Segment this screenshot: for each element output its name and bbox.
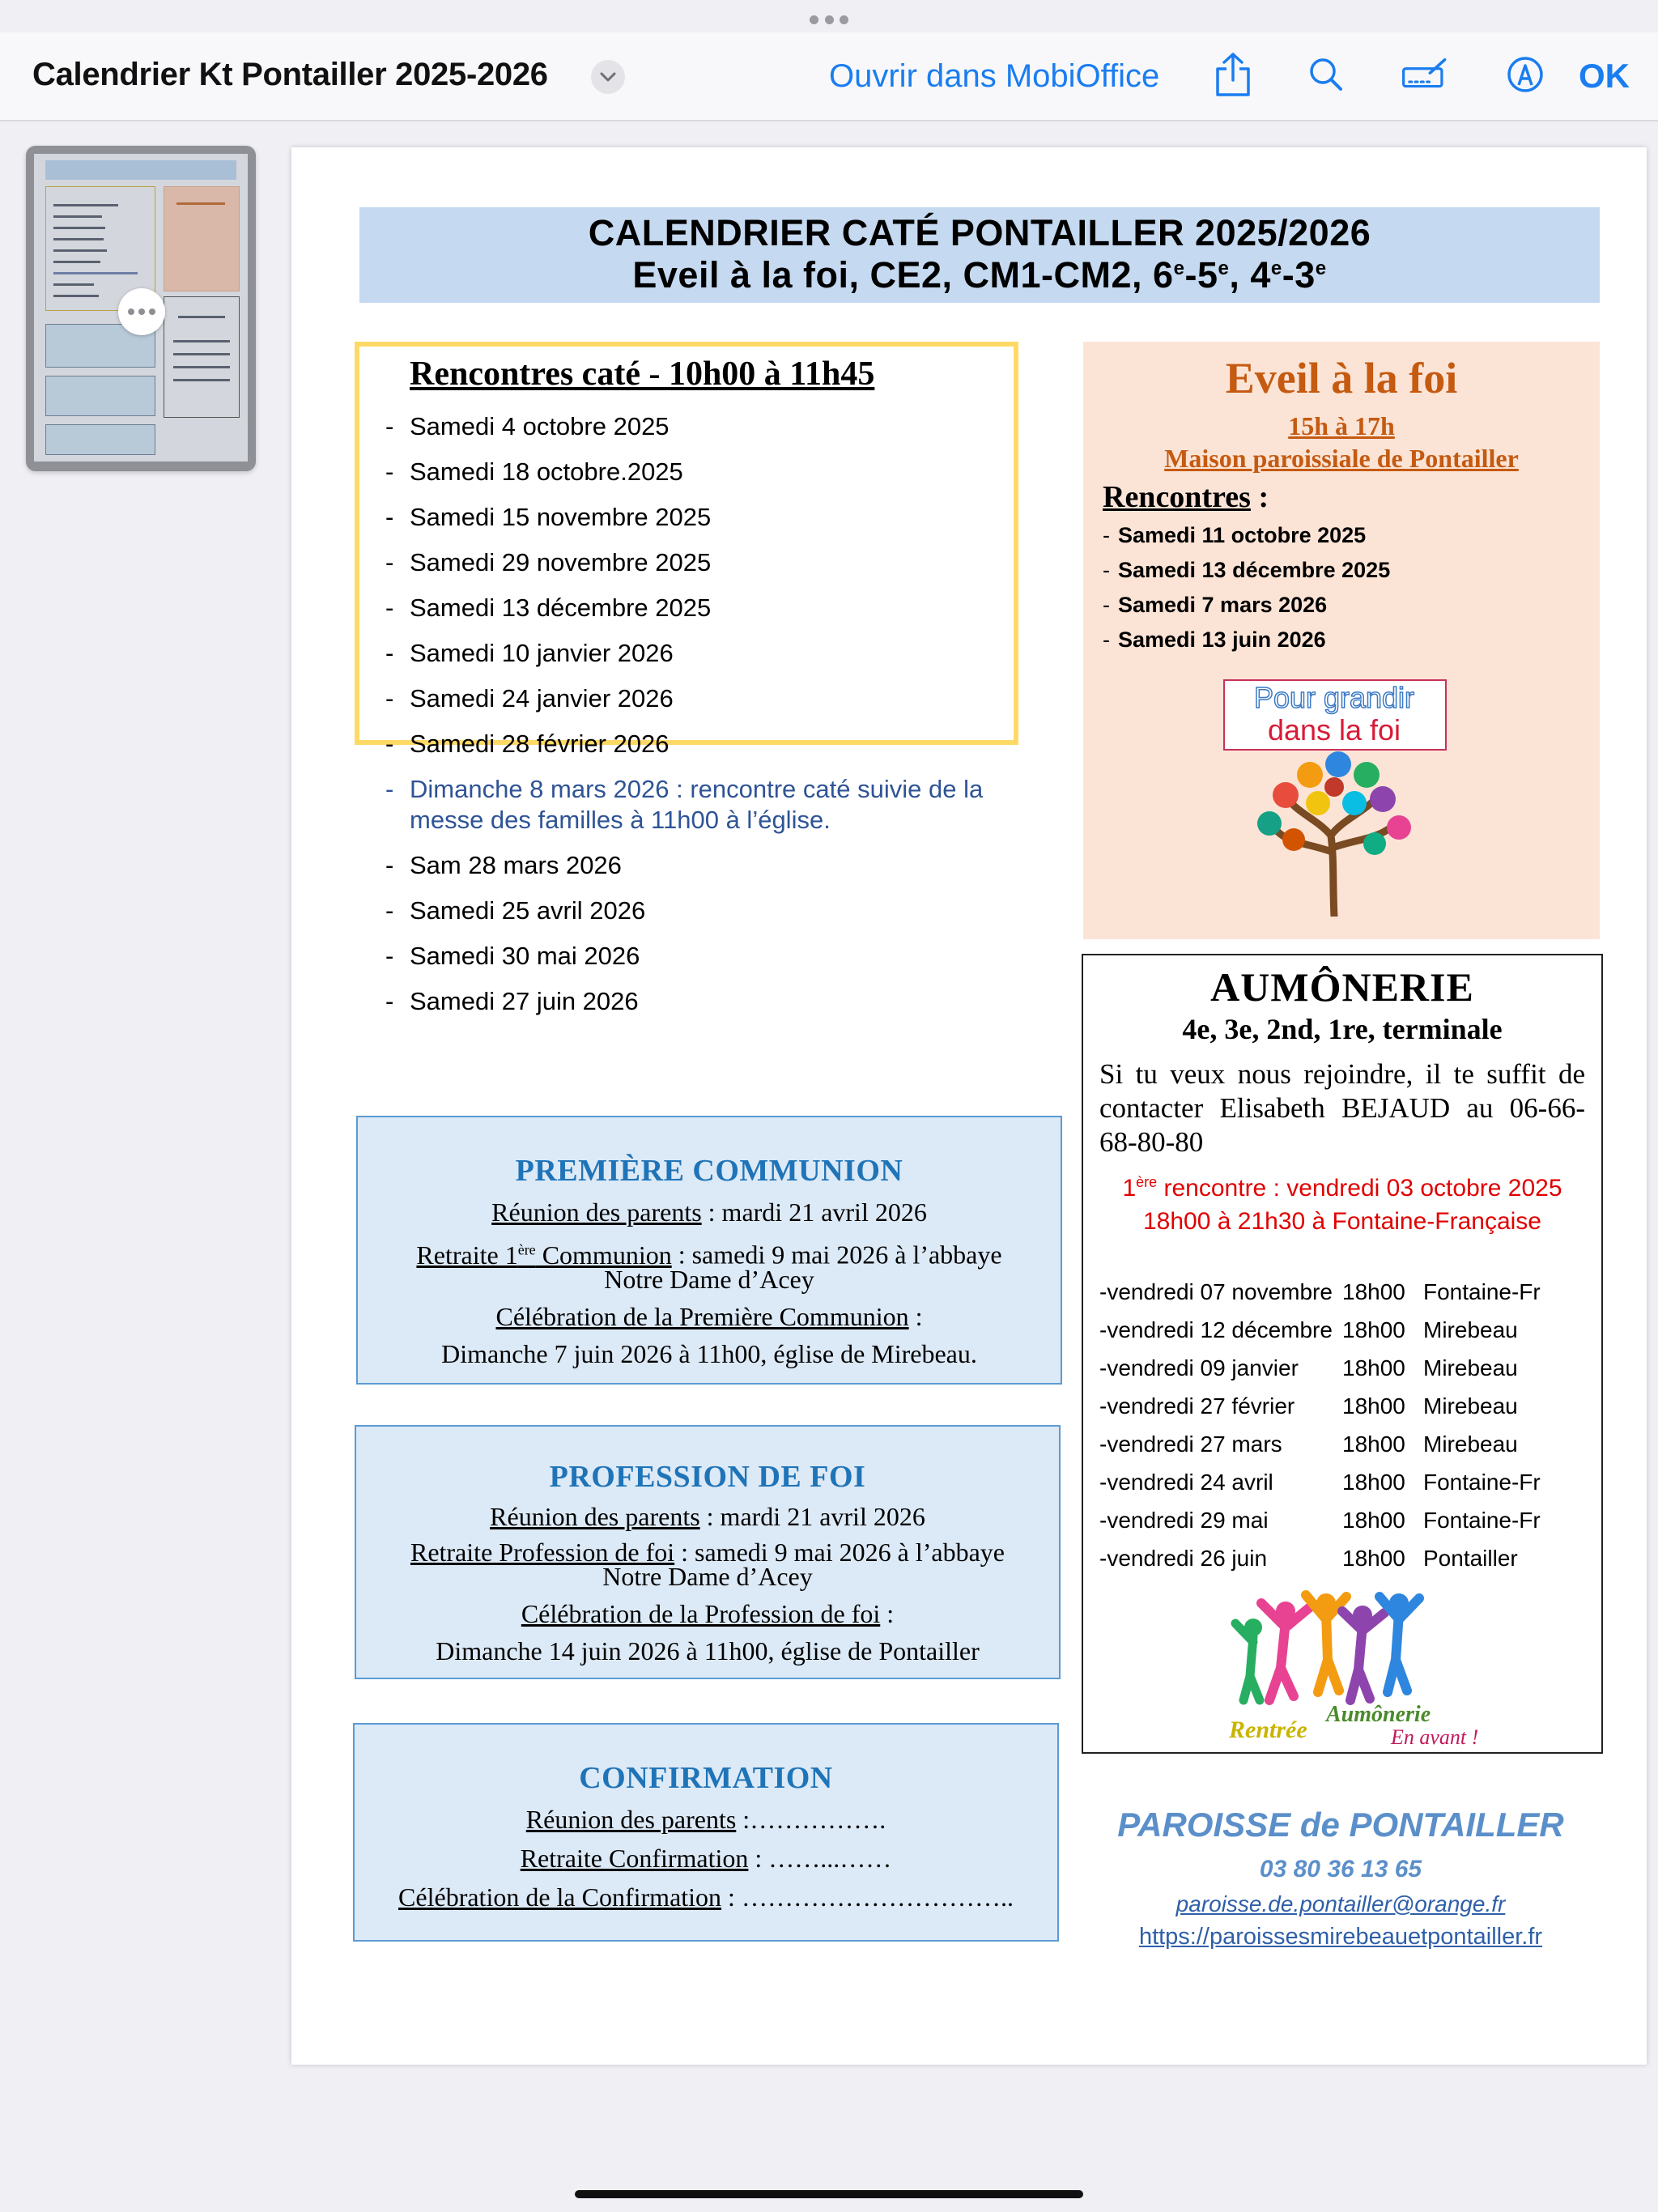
ok-button[interactable]: OK xyxy=(1579,57,1630,95)
confirmation-box xyxy=(353,1723,1059,1942)
schedule-time: 18h00 xyxy=(1342,1355,1405,1380)
logo-text-line1: Pour grandir xyxy=(1253,681,1415,714)
logo-rentree-text: Rentrée xyxy=(1229,1716,1307,1743)
logo-aumonerie-text: Aumônerie xyxy=(1326,1702,1431,1727)
profession-title: PROFESSION DE FOI xyxy=(549,1460,866,1494)
profession-reunion: Réunion des parents : mardi 21 avril 2026 xyxy=(490,1502,925,1531)
rencontre-date-item: - Samedi 25 avril 2026 xyxy=(385,896,646,925)
communion-reunion: Réunion des parents : mardi 21 avril 2026 xyxy=(491,1197,927,1227)
eveil-place: Maison paroissiale de Pontailler xyxy=(1164,444,1519,473)
rencontres-list xyxy=(385,411,1001,1032)
home-indicator[interactable] xyxy=(575,2190,1083,2198)
schedule-date: -vendredi 09 janvier xyxy=(1099,1355,1299,1380)
pen-tool-button[interactable] xyxy=(1501,50,1550,99)
profession-celebration: Célébration de la Profession de foi : xyxy=(521,1599,895,1628)
schedule-date: -vendredi 07 novembre xyxy=(1099,1278,1333,1304)
thumbnail-more-button[interactable] xyxy=(118,288,165,335)
aumonerie-first-meeting-time: 18h00 à 21h30 à Fontaine-Française xyxy=(1142,1208,1541,1235)
schedule-place: Mirebeau xyxy=(1423,1355,1518,1380)
schedule-time: 18h00 xyxy=(1342,1545,1405,1571)
aumonerie-title: AUMÔNERIE xyxy=(1210,964,1474,1010)
eveil-date-item: - Samedi 7 mars 2026 xyxy=(1103,593,1328,617)
document-page xyxy=(291,147,1647,2065)
confirmation-celebration: Célébration de la Confirmation : ………………………….. xyxy=(398,1882,1014,1912)
eveil-time: 15h à 17h xyxy=(1288,411,1395,440)
schedule-place: Mirebeau xyxy=(1423,1393,1518,1419)
profession-celebration-date: Dimanche 14 juin 2026 à 11h00, église de Pontailler xyxy=(436,1636,980,1665)
premiere-communion-box xyxy=(356,1116,1062,1385)
schedule-time: 18h00 xyxy=(1342,1278,1405,1304)
more-dot-icon xyxy=(128,308,134,315)
aumonerie-schedule-row xyxy=(1099,1501,1541,1539)
rencontre-date-item: - Samedi 24 janvier 2026 xyxy=(385,684,674,713)
communion-title: PREMIÈRE COMMUNION xyxy=(515,1154,903,1188)
schedule-date: -vendredi 26 juin xyxy=(1099,1545,1268,1571)
rencontre-date-item: - Samedi 30 mai 2026 xyxy=(385,942,640,970)
grabber-handle[interactable] xyxy=(810,13,848,26)
pen-icon xyxy=(1505,54,1545,95)
aumonerie-schedule-row xyxy=(1099,1273,1541,1311)
parish-email-link[interactable]: paroisse.de.pontailler@orange.fr xyxy=(1175,1891,1506,1916)
schedule-place: Fontaine-Fr xyxy=(1423,1507,1541,1533)
schedule-place: Fontaine-Fr xyxy=(1423,1278,1541,1304)
rencontres-title: Rencontres caté - 10h00 à 11h45 xyxy=(410,355,875,393)
aumonerie-box xyxy=(1082,954,1603,1754)
rencontre-date-item: - Samedi 13 décembre 2025 xyxy=(385,593,712,622)
chevron-down-icon xyxy=(599,71,617,83)
rencontre-date-item: - Samedi 10 janvier 2026 xyxy=(385,639,674,667)
aumonerie-rentree-logo xyxy=(1197,1579,1488,1749)
schedule-date: -vendredi 27 mars xyxy=(1099,1431,1282,1457)
open-in-mobioffice-button[interactable]: Ouvrir dans MobiOffice xyxy=(829,58,1160,94)
eveil-dates-list xyxy=(1103,518,1390,657)
banner-title: CALENDRIER CATÉ PONTAILLER 2025/2026 xyxy=(588,212,1371,253)
parish-name: PAROISSE de PONTAILLER xyxy=(1117,1806,1564,1844)
confirmation-title: CONFIRMATION xyxy=(579,1761,833,1795)
schedule-time: 18h00 xyxy=(1342,1393,1405,1419)
eveil-title: Eveil à la foi xyxy=(1225,354,1458,402)
rencontre-date-item: - Dimanche 8 mars 2026 : rencontre caté suivie de la messe des familles à 11h00 à l’église. xyxy=(385,775,984,834)
aumonerie-schedule-row xyxy=(1099,1311,1541,1349)
pour-grandir-tree-logo xyxy=(1213,674,1456,917)
parish-phone[interactable]: 03 80 36 13 65 xyxy=(1259,1856,1422,1882)
rencontre-date-item: - Samedi 15 novembre 2025 xyxy=(385,503,712,531)
confirmation-reunion: Réunion des parents :……………. xyxy=(525,1805,886,1834)
schedule-date: -vendredi 29 mai xyxy=(1099,1507,1269,1533)
schedule-date: -vendredi 27 février xyxy=(1099,1393,1295,1419)
share-button[interactable] xyxy=(1209,50,1257,99)
markup-button[interactable] xyxy=(1401,50,1449,99)
rencontre-date-item: - Samedi 18 octobre.2025 xyxy=(385,457,683,486)
profession-retraite: Retraite Profession de foi : samedi 9 mai 2026 à l’abbaye Notre Dame d’Acey xyxy=(410,1538,1005,1591)
aumonerie-first-meeting: 1ère rencontre : vendredi 03 octobre 2025 xyxy=(1122,1174,1562,1202)
aumonerie-contact-text: Si tu veux nous rejoindre, il te suffit de contacter Elisabeth BEJAUD au 06-66-68-80-80 xyxy=(1099,1058,1585,1158)
more-dot-icon xyxy=(138,308,145,315)
document-title[interactable]: Calendrier Kt Pontailler 2025-2026 xyxy=(32,57,548,92)
rencontre-date-item: - Samedi 4 octobre 2025 xyxy=(385,412,670,440)
communion-celebration-date: Dimanche 7 juin 2026 à 11h00, église de Mirebeau. xyxy=(441,1338,977,1368)
parish-contact xyxy=(1082,1806,1600,1950)
parish-website-link[interactable]: https://paroissesmirebeauetpontailler.fr xyxy=(1138,1924,1543,1950)
logo-text-line2: dans la foi xyxy=(1267,713,1401,747)
schedule-place: Pontailler xyxy=(1423,1545,1518,1571)
rencontre-date-item: - Samedi 28 février 2026 xyxy=(385,730,670,758)
share-icon xyxy=(1213,51,1253,98)
eveil-date-item: - Samedi 13 juin 2026 xyxy=(1103,627,1326,652)
banner-subtitle: Eveil à la foi, CE2, CM1-CM2, 6e-5e, 4e-3e xyxy=(632,254,1327,296)
rencontre-date-item: - Samedi 29 novembre 2025 xyxy=(385,548,712,576)
title-menu-button[interactable] xyxy=(591,60,625,94)
rencontre-date-item: - Sam 28 mars 2026 xyxy=(385,851,622,879)
schedule-time: 18h00 xyxy=(1342,1507,1405,1533)
rencontre-date-item: - Samedi 27 juin 2026 xyxy=(385,987,639,1015)
aumonerie-schedule-row xyxy=(1099,1463,1541,1501)
search-button[interactable] xyxy=(1302,50,1350,99)
confirmation-retraite: Retraite Confirmation : ……...…… xyxy=(520,1844,892,1873)
schedule-time: 18h00 xyxy=(1342,1431,1405,1457)
markup-icon xyxy=(1401,55,1449,94)
schedule-time: 18h00 xyxy=(1342,1317,1405,1342)
calendar-banner xyxy=(359,207,1600,303)
aumonerie-schedule-row xyxy=(1099,1349,1541,1387)
search-icon xyxy=(1307,55,1346,94)
eveil-rencontres-label: Rencontres : xyxy=(1103,480,1269,514)
profession-de-foi-box xyxy=(355,1425,1061,1679)
rencontres-cate-box xyxy=(355,342,1018,1015)
communion-celebration: Célébration de la Première Communion : xyxy=(495,1301,923,1331)
aumonerie-schedule-row xyxy=(1099,1387,1541,1425)
schedule-date: -vendredi 12 décembre xyxy=(1099,1317,1333,1342)
schedule-time: 18h00 xyxy=(1342,1469,1405,1495)
schedule-place: Mirebeau xyxy=(1423,1431,1518,1457)
aumonerie-schedule-row xyxy=(1099,1539,1541,1577)
aumonerie-subtitle: 4e, 3e, 2nd, 1re, terminale xyxy=(1182,1013,1503,1045)
aumonerie-schedule-table xyxy=(1099,1273,1541,1577)
eveil-box xyxy=(1083,342,1600,939)
eveil-date-item: - Samedi 11 octobre 2025 xyxy=(1103,523,1367,547)
logo-en-avant-text: En avant ! xyxy=(1391,1725,1479,1749)
schedule-date: -vendredi 24 avril xyxy=(1099,1469,1273,1495)
communion-retraite: Retraite 1ère Communion : samedi 9 mai 2026 à l’abbaye Notre Dame d’Acey xyxy=(416,1240,1002,1294)
aumonerie-schedule-row xyxy=(1099,1425,1541,1463)
more-dot-icon xyxy=(149,308,155,315)
schedule-place: Mirebeau xyxy=(1423,1317,1518,1342)
eveil-date-item: - Samedi 13 décembre 2025 xyxy=(1103,558,1391,582)
schedule-place: Fontaine-Fr xyxy=(1423,1469,1541,1495)
